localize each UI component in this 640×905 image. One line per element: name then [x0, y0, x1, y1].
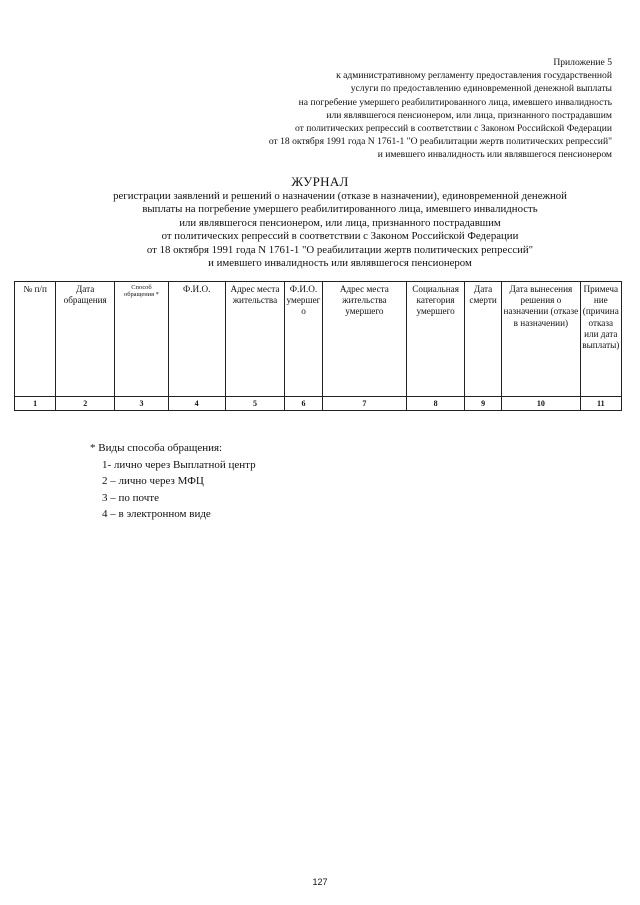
- appendix-line: услуги по предоставлению единовременной денежной выплаты: [350, 83, 612, 95]
- subtitle-line: и имевшего инвалидность или являвшегося пенсионером: [208, 257, 472, 270]
- column-number: 5: [225, 397, 285, 411]
- footnote-item: 4 – в электронном виде: [102, 508, 211, 520]
- subtitle-line: выплаты на погребение умершего реабилитированного лица, имевшего инвалидность: [142, 203, 538, 216]
- document-subtitle: [70, 190, 610, 270]
- subtitle-line: от политических репрессий в соответствии с Законом Российской Федерации: [161, 230, 519, 243]
- appendix-line: на погребение умершего реабилитированного лица, имевшего инвалидность: [298, 96, 612, 108]
- subtitle-line: от 18 октября 1991 года N 1761-1 "О реабилитации жертв политических репрессий": [146, 243, 534, 256]
- subtitle-line: или являвшегося пенсионером, или лица, признанного пострадавшим: [179, 216, 501, 229]
- column-number: 1: [15, 397, 56, 411]
- column-header-request-date: Дата обращения: [56, 282, 115, 397]
- column-header-decision-date: Дата вынесения решения о назначении (отказе в назначении): [502, 282, 580, 397]
- appendix-line: Приложение 5: [553, 57, 612, 68]
- column-header-full-name: Ф.И.О.: [168, 282, 225, 397]
- appendix-line: или являвшегося пенсионером, или лица, признанного пострадавшим: [326, 109, 612, 121]
- column-number: 3: [115, 397, 169, 411]
- subtitle-line: регистрации заявлений и решений о назначении (отказе в назначении), единовременной денежной: [113, 190, 567, 202]
- column-number: 2: [56, 397, 115, 411]
- column-header-note: Примечание (причина отказа или дата выплаты): [580, 282, 621, 397]
- column-number: 8: [407, 397, 465, 411]
- column-number: 7: [322, 397, 407, 411]
- appendix-line: к административному регламенту предоставления государственной: [336, 70, 612, 82]
- page-number: 127: [312, 877, 328, 887]
- column-header-deceased-address: Адрес места жительства умершего: [322, 282, 407, 397]
- footnote-title: * Виды способа обращения:: [90, 442, 223, 454]
- journal-table: [14, 281, 622, 411]
- table-header-row: [15, 282, 622, 397]
- column-number-row: [15, 397, 622, 411]
- footnote-item: 1- лично через Выплатной центр: [102, 458, 256, 471]
- footnote: [90, 440, 256, 523]
- column-header-social-category: Социальная категория умершего: [407, 282, 465, 397]
- column-header-request-method: Способ обращения *: [115, 282, 169, 397]
- column-number: 4: [168, 397, 225, 411]
- column-number: 11: [580, 397, 621, 411]
- column-header-deceased-name: Ф.И.О. умершего: [285, 282, 322, 397]
- footnote-item: 2 – лично через МФЦ: [102, 475, 204, 487]
- appendix-line: и имевшего инвалидность или являвшегося пенсионером: [377, 149, 612, 161]
- appendix-line: от 18 октября 1991 года N 1761-1 "О реабилитации жертв политических репрессий": [268, 136, 612, 148]
- document-title: ЖУРНАЛ: [291, 174, 349, 189]
- column-number: 9: [465, 397, 502, 411]
- column-header-number: № п/п: [15, 282, 56, 397]
- appendix-header: [192, 56, 612, 162]
- column-number: 10: [502, 397, 580, 411]
- column-header-address: Адрес места жительства: [225, 282, 285, 397]
- footnote-item: 3 – по почте: [102, 491, 159, 504]
- appendix-line: от политических репрессий в соответствии с Законом Российской Федерации: [295, 123, 612, 135]
- column-header-death-date: Дата смерти: [465, 282, 502, 397]
- column-number: 6: [285, 397, 322, 411]
